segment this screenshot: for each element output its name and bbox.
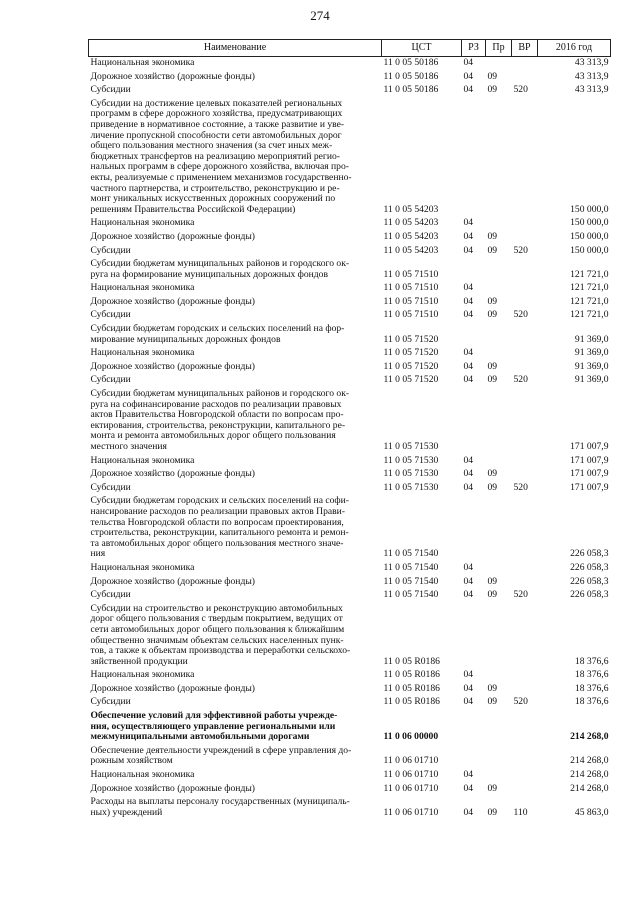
cell-pr: 09 — [487, 374, 498, 386]
column-header-rz: РЗ — [462, 40, 486, 57]
cell-pr — [486, 323, 512, 347]
cell-cst: 11 0 05 71510 — [383, 282, 439, 294]
cell-rz: 04 — [463, 282, 474, 294]
cell-amount: 171 007,9 — [570, 468, 609, 480]
table-row — [89, 468, 611, 482]
cell-vr: 520 — [513, 481, 528, 493]
cell-amount: 18 376,6 — [574, 696, 609, 708]
cell-amount: 150 000,0 — [570, 230, 609, 242]
cell-vr — [512, 455, 538, 469]
cell-vr — [512, 495, 538, 562]
cell-amount: 226 058,3 — [570, 589, 609, 601]
cell-cst: 11 0 05 54203 — [383, 230, 439, 242]
cell-rz: 04 — [463, 561, 474, 573]
cell-cst: 11 0 05 50186 — [383, 84, 439, 96]
cell-cst: 11 0 05 71530 — [383, 481, 439, 493]
cell-name: Субсидии — [90, 374, 131, 386]
cell-vr: 520 — [513, 589, 528, 601]
cell-pr: 09 — [487, 682, 498, 694]
cell-pr: 09 — [487, 575, 498, 587]
cell-amount: 43 313,9 — [574, 57, 609, 68]
cell-pr: 09 — [487, 244, 498, 256]
cell-cst: 11 0 06 01710 — [383, 806, 439, 818]
cell-cst: 11 0 06 01710 — [383, 769, 439, 781]
cell-cst: 11 0 06 01710 — [383, 755, 439, 767]
cell-name: Субсидии бюджетам городских и сельских поселений на софи- нансирование расходов по реализации правовых актов Прави- тельства Новгородской области по вопросам проектирования, строительства, реконструкции, капитального ремонта и ремон- та автомобильных дорог общего пользования местного значе- ния — [90, 495, 349, 560]
table-row — [89, 323, 611, 347]
cell-cst: 11 0 05 71510 — [383, 268, 439, 280]
cell-pr — [486, 455, 512, 469]
cell-name: Субсидии бюджетам городских и сельских поселений на фор- мирование муниципальных дорожных фондов — [90, 323, 345, 345]
table-row — [89, 769, 611, 783]
cell-name: Дорожное хозяйство (дорожные фонды) — [90, 360, 255, 372]
cell-amount: 91 369,0 — [574, 360, 609, 372]
cell-cst: 11 0 05 71540 — [383, 575, 439, 587]
cell-pr: 09 — [487, 468, 498, 480]
cell-vr: 520 — [513, 374, 528, 386]
cell-cst: 11 0 05 71540 — [383, 561, 439, 573]
cell-cst: 11 0 05 71510 — [383, 309, 439, 321]
cell-name: Субсидии — [90, 696, 131, 708]
table-body — [89, 57, 611, 821]
cell-cst: 11 0 05 71520 — [383, 360, 439, 372]
cell-vr — [512, 282, 538, 296]
cell-cst: 11 0 05 50186 — [383, 57, 439, 68]
cell-vr — [512, 683, 538, 697]
cell-amount: 171 007,9 — [570, 454, 609, 466]
table-row — [89, 710, 611, 745]
table-row — [89, 388, 611, 455]
cell-cst: 11 0 05 71520 — [383, 374, 439, 386]
cell-rz: 04 — [463, 57, 474, 68]
table-row — [89, 258, 611, 282]
cell-amount: 121 721,0 — [570, 268, 609, 280]
cell-amount: 121 721,0 — [570, 295, 609, 307]
cell-rz: 04 — [463, 374, 474, 386]
cell-name: Субсидии — [90, 84, 131, 96]
cell-vr — [512, 231, 538, 245]
column-header-cst: ЦСТ — [382, 40, 462, 57]
cell-amount: 18 376,6 — [574, 669, 609, 681]
cell-amount: 121 721,0 — [570, 309, 609, 321]
column-header-name: Наименование — [89, 40, 382, 57]
cell-rz: 04 — [463, 70, 474, 82]
cell-pr — [486, 258, 512, 282]
table-row — [89, 669, 611, 683]
cell-rz: 04 — [463, 295, 474, 307]
cell-name: Субсидии — [90, 309, 131, 321]
cell-rz: 04 — [463, 360, 474, 372]
cell-amount: 214 268,0 — [570, 731, 609, 743]
cell-amount: 226 058,3 — [570, 561, 609, 573]
cell-rz: 04 — [463, 769, 474, 781]
cell-vr — [512, 296, 538, 310]
cell-pr: 09 — [487, 360, 498, 372]
cell-pr — [486, 282, 512, 296]
cell-pr — [486, 98, 512, 218]
table-row — [89, 562, 611, 576]
cell-name: Национальная экономика — [90, 454, 195, 466]
cell-amount: 214 268,0 — [570, 755, 609, 767]
table-row — [89, 309, 611, 323]
cell-name: Субсидии бюджетам муниципальных районов и городского ок- руга на софинансирование расходов по реализации правовых актов Правительства Новгородской области по вопросам про- ектирования, строительства, реконструкции, капитального ре- монта и ремонта автомобильных дорог общего пользования местного значения — [90, 388, 350, 452]
cell-name: Национальная экономика — [90, 57, 195, 68]
cell-rz: 04 — [463, 454, 474, 466]
cell-vr — [512, 710, 538, 745]
cell-rz — [462, 98, 486, 218]
cell-pr — [486, 347, 512, 361]
table-row — [89, 455, 611, 469]
cell-rz — [462, 323, 486, 347]
cell-vr — [512, 562, 538, 576]
cell-rz — [462, 603, 486, 670]
cell-rz: 04 — [463, 468, 474, 480]
cell-cst: 11 0 05 54203 — [383, 217, 439, 229]
cell-cst: 11 0 06 00000 — [383, 731, 439, 743]
cell-name: Субсидии на строительство и реконструкцию автомобильных дорог общего пользования с твердым покрытием, ведущих от сети автомобильных дорог общего пользования к ближайшим общественно значимым объектам сельских населенных пунк- тов, а также к объектам производства и переработки сельскохо- зяйственной продукции — [90, 602, 351, 667]
table-row — [89, 576, 611, 590]
cell-cst: 11 0 05 R0186 — [383, 682, 440, 694]
cell-cst: 11 0 05 54203 — [383, 203, 439, 215]
cell-cst: 11 0 05 71530 — [383, 441, 439, 452]
cell-amount: 18 376,6 — [574, 682, 609, 694]
table-row — [89, 347, 611, 361]
cell-rz: 04 — [463, 782, 474, 794]
cell-vr — [512, 217, 538, 231]
cell-cst: 11 0 05 R0186 — [383, 669, 440, 681]
cell-rz: 04 — [463, 806, 474, 818]
cell-name: Дорожное хозяйство (дорожные фонды) — [90, 70, 255, 82]
cell-name: Дорожное хозяйство (дорожные фонды) — [90, 782, 255, 794]
table-row — [89, 84, 611, 98]
cell-rz: 04 — [463, 669, 474, 681]
page-number: 274 — [310, 8, 330, 23]
column-header-pr: Пр — [486, 40, 512, 57]
cell-cst: 11 0 05 71520 — [383, 347, 439, 359]
table-row — [89, 282, 611, 296]
cell-vr — [512, 745, 538, 769]
column-header-amount: 2016 год — [538, 40, 611, 57]
cell-cst: 11 0 05 71530 — [383, 454, 439, 466]
cell-name: Обеспечение деятельности учреждений в сфере управления до- рожным хозяйством — [90, 744, 352, 767]
cell-name: Дорожное хозяйство (дорожные фонды) — [90, 575, 255, 587]
cell-pr — [486, 603, 512, 670]
table-row — [89, 231, 611, 245]
cell-name: Национальная экономика — [90, 282, 195, 294]
cell-name: Субсидии бюджетам муниципальных районов и городского ок- руга на формирование муниципальных дорожных фондов — [90, 258, 350, 280]
cell-vr — [512, 576, 538, 590]
table-row — [89, 495, 611, 562]
cell-amount: 150 000,0 — [570, 217, 609, 229]
cell-vr — [512, 57, 538, 71]
table-row — [89, 57, 611, 71]
cell-name: Национальная экономика — [90, 669, 195, 681]
cell-cst: 11 0 05 50186 — [383, 70, 439, 82]
cell-pr — [486, 495, 512, 562]
cell-pr: 09 — [487, 70, 498, 82]
column-header-vr: ВР — [512, 40, 538, 57]
table-row — [89, 745, 611, 769]
cell-pr — [486, 669, 512, 683]
cell-rz — [462, 388, 486, 455]
cell-name: Дорожное хозяйство (дорожные фонды) — [90, 682, 255, 694]
cell-cst: 11 0 05 71520 — [383, 333, 439, 345]
cell-pr — [486, 217, 512, 231]
cell-vr: 110 — [513, 806, 528, 818]
cell-rz: 04 — [463, 84, 474, 96]
table-row — [89, 296, 611, 310]
cell-rz — [462, 745, 486, 769]
cell-name: Расходы на выплаты персоналу государственных (муниципаль- ных) учреждений — [90, 796, 350, 818]
table-row — [89, 796, 611, 820]
cell-name: Дорожное хозяйство (дорожные фонды) — [90, 468, 255, 480]
cell-pr — [486, 710, 512, 745]
cell-name: Национальная экономика — [90, 769, 195, 781]
cell-amount: 91 369,0 — [574, 333, 609, 345]
cell-rz: 04 — [463, 244, 474, 256]
cell-pr: 09 — [487, 230, 498, 242]
cell-amount: 226 058,3 — [570, 548, 609, 560]
cell-vr — [512, 468, 538, 482]
cell-rz: 04 — [463, 589, 474, 601]
cell-name: Национальная экономика — [90, 561, 195, 573]
cell-cst: 11 0 06 01710 — [383, 782, 439, 794]
cell-amount: 43 313,9 — [574, 70, 609, 82]
table-row — [89, 696, 611, 710]
table-row — [89, 783, 611, 797]
cell-cst: 11 0 05 71540 — [383, 589, 439, 601]
cell-name: Субсидии — [90, 244, 131, 256]
cell-vr — [512, 71, 538, 85]
cell-pr: 09 — [487, 295, 498, 307]
cell-name: Обеспечение условий для эффективной работы учрежде- ния, осуществляющего управление региональными или межмуниципальными автомобильными дорогами — [90, 710, 338, 743]
budget-table — [88, 39, 611, 820]
cell-amount: 91 369,0 — [574, 347, 609, 359]
cell-pr: 09 — [487, 782, 498, 794]
cell-vr: 520 — [513, 696, 528, 708]
cell-vr — [512, 769, 538, 783]
cell-pr — [486, 769, 512, 783]
cell-rz: 04 — [463, 347, 474, 359]
table-row — [89, 482, 611, 496]
cell-rz: 04 — [463, 481, 474, 493]
cell-cst: 11 0 05 71540 — [383, 548, 439, 560]
cell-cst: 11 0 05 71510 — [383, 295, 439, 307]
cell-pr — [486, 562, 512, 576]
cell-pr — [486, 57, 512, 71]
cell-vr — [512, 783, 538, 797]
cell-amount: 150 000,0 — [570, 244, 609, 256]
cell-pr: 09 — [487, 696, 498, 708]
cell-pr — [486, 745, 512, 769]
table-header-row — [89, 40, 611, 57]
cell-vr — [512, 98, 538, 218]
cell-amount: 171 007,9 — [570, 481, 609, 493]
cell-vr — [512, 388, 538, 455]
cell-vr — [512, 347, 538, 361]
table-row — [89, 603, 611, 670]
cell-rz: 04 — [463, 575, 474, 587]
cell-amount: 214 268,0 — [570, 782, 609, 794]
cell-vr — [512, 323, 538, 347]
cell-vr — [512, 361, 538, 375]
cell-rz: 04 — [463, 696, 474, 708]
cell-name: Дорожное хозяйство (дорожные фонды) — [90, 230, 255, 242]
table-row — [89, 217, 611, 231]
table-row — [89, 361, 611, 375]
cell-cst: 11 0 05 R0186 — [383, 655, 440, 667]
table-row — [89, 683, 611, 697]
cell-vr — [512, 258, 538, 282]
cell-rz: 04 — [463, 309, 474, 321]
table-row — [89, 98, 611, 218]
cell-amount: 171 007,9 — [570, 441, 609, 452]
cell-name: Субсидии — [90, 481, 131, 493]
cell-vr: 520 — [513, 309, 528, 321]
cell-vr: 520 — [513, 244, 528, 256]
cell-pr: 09 — [487, 806, 498, 818]
cell-rz — [462, 710, 486, 745]
cell-rz: 04 — [463, 230, 474, 242]
cell-name: Дорожное хозяйство (дорожные фонды) — [90, 295, 255, 307]
cell-name: Национальная экономика — [90, 217, 195, 229]
table-row — [89, 245, 611, 259]
cell-vr: 520 — [513, 84, 528, 96]
table-row — [89, 71, 611, 85]
cell-rz — [462, 258, 486, 282]
cell-pr — [486, 388, 512, 455]
cell-name: Субсидии на достижение целевых показателей региональных программ в сфере дорожного хозяйства, предусматривающих приведение в нормативное состояние, а также развитие и уве- личение пропускной способности сети автомобильных дорог общего пользования местного значения (за счет иных меж- бюджетных трансфертов на реализацию мероприятий регио- нальных программ в сфере дорожного хозяйства, включая про- екты, реализуемые с применением механизмов государственно- частного партнерства, и строительство, реконструкцию и ре- монт уникальных искусственных дорожных сооружений по решениям Правительства Российской Федерации) — [90, 97, 352, 215]
cell-pr: 09 — [487, 84, 498, 96]
cell-amount: 226 058,3 — [570, 575, 609, 587]
cell-amount: 43 313,9 — [574, 84, 609, 96]
cell-amount: 121 721,0 — [570, 282, 609, 294]
cell-cst: 11 0 05 54203 — [383, 244, 439, 256]
cell-amount: 150 000,0 — [570, 203, 609, 215]
cell-pr: 09 — [487, 589, 498, 601]
cell-cst: 11 0 05 71530 — [383, 468, 439, 480]
cell-pr: 09 — [487, 481, 498, 493]
cell-rz — [462, 495, 486, 562]
cell-rz: 04 — [463, 217, 474, 229]
cell-pr: 09 — [487, 309, 498, 321]
table-row — [89, 374, 611, 388]
cell-amount: 18 376,6 — [574, 655, 609, 667]
cell-amount: 214 268,0 — [570, 769, 609, 781]
cell-vr — [512, 603, 538, 670]
cell-amount: 45 863,0 — [574, 806, 609, 818]
cell-name: Национальная экономика — [90, 347, 195, 359]
cell-cst: 11 0 05 R0186 — [383, 696, 440, 708]
cell-vr — [512, 669, 538, 683]
cell-amount: 91 369,0 — [574, 374, 609, 386]
table-row — [89, 589, 611, 603]
cell-name: Субсидии — [90, 589, 131, 601]
cell-rz: 04 — [463, 682, 474, 694]
